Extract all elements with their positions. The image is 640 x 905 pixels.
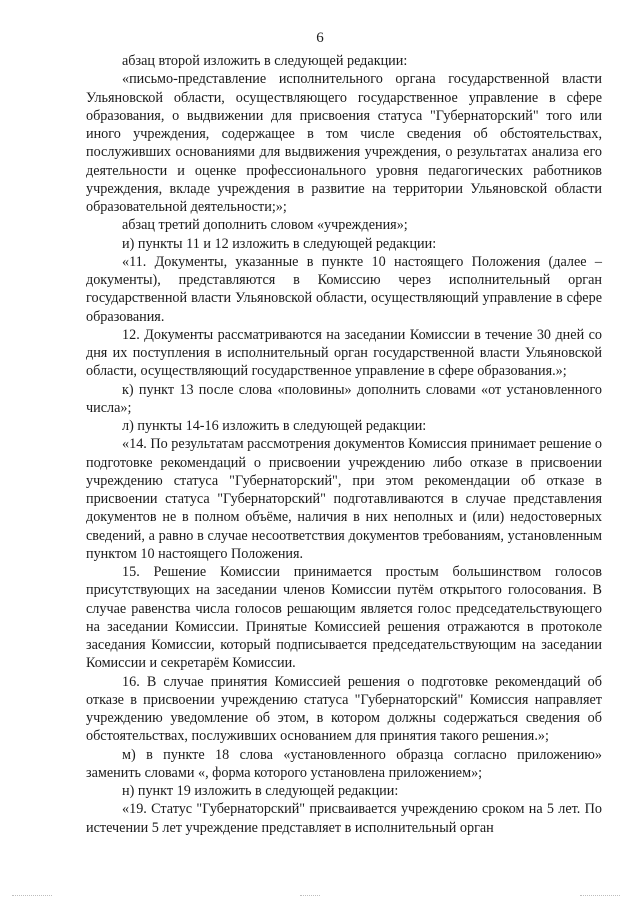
document-body bbox=[86, 52, 602, 837]
paragraph: «11. Документы, указанные в пункте 10 настоящего Положения (далее – документы), представляются в Комиссию через исполнительный орган государственной власти Ульяновской области, осуществляющий управление в сфере образования. bbox=[86, 253, 602, 325]
paragraph: н) пункт 19 изложить в следующей редакции: bbox=[122, 783, 399, 799]
paragraph: к) пункт 13 после слова «половины» дополнить словами «от установленного числа»; bbox=[86, 381, 602, 416]
paragraph: «письмо-представление исполнительного органа государственной власти Ульяновской области, осуществляющего государственное управление в сфере образования, о выдвижении для присвоения статуса "Губернаторский" того или иного учреждения, содержащее в том числе сведения об обстоятельствах, послуживших основаниями для выдвижения учреждения, о результатах анализа его деятельности и оценке профессионального уровня педагогических работников учреждения, вкладе учреждения в развитие на территории Ульяновской области образовательной деятельности;»; bbox=[86, 71, 602, 215]
scan-artifact-right bbox=[580, 895, 620, 897]
paragraph: 12. Документы рассматриваются на заседании Комиссии в течение 30 дней со дня их поступления в исполнительный орган государственной власти Ульяновской области, осуществляющий государственное управление в сфере образования.»; bbox=[86, 326, 602, 380]
paragraph: 15. Решение Комиссии принимается простым большинством голосов присутствующих на заседании членов Комиссии путём открытого голосования. В случае равенства числа голосов решающим является голос председательствующего на заседании Комиссии. Принятые Комиссией решения отражаются в протоколе заседания Комиссии, который подписывается председательствующим на заседании Комиссии и секретарём Комиссии. bbox=[86, 564, 602, 672]
paragraph: 16. В случае принятия Комиссией решения о подготовке рекомендаций об отказе в присвоении учреждению статуса "Губернаторский" Комиссия направляет учреждению уведомление об этом, в котором должны содержаться сведения об обстоятельствах, послуживших основанием для принятия такого решения.»; bbox=[86, 673, 602, 745]
scan-artifact-center bbox=[300, 895, 320, 897]
page-number: 6 bbox=[316, 30, 324, 46]
paragraph: абзац третий дополнить словом «учреждения»; bbox=[122, 217, 408, 234]
paragraph: абзац второй изложить в следующей редакции: bbox=[122, 53, 408, 69]
paragraph: л) пункты 14-16 изложить в следующей редакции: bbox=[122, 418, 427, 434]
paragraph: «14. По результатам рассмотрения документов Комиссия принимает решение о подготовке рекомендаций о присвоении учреждению либо отказе в присвоении учреждению статуса "Губернаторский", при этом рекомендации об отказе в присвоении статуса "Губернаторский" подготавливаются в случае представления документов не в полном объёме, наличия в них неполных и (или) недостоверных сведений, а равно в случае несоответствия документов требованиям, установленным пунктом 10 настоящего Положения. bbox=[86, 436, 602, 562]
paragraph: «19. Статус "Губернаторский" присваивается учреждению сроком на 5 лет. По истечении 5 лет учреждение представляет в исполнительный орган bbox=[86, 801, 602, 836]
scan-artifact-left bbox=[12, 895, 52, 897]
paragraph: и) пункты 11 и 12 изложить в следующей редакции: bbox=[122, 235, 437, 252]
paragraph: м) в пункте 18 слова «установленного образца согласно приложению» заменить словами «, форма которого установлена приложением»; bbox=[86, 746, 602, 781]
